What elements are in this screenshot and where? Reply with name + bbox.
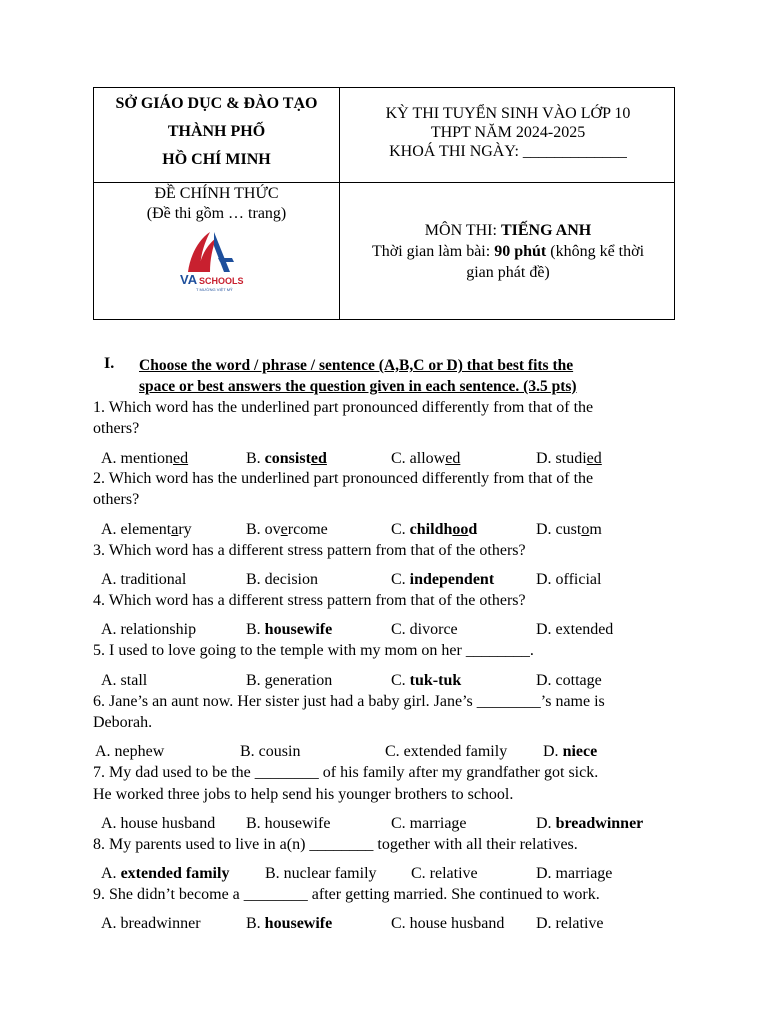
section-instructions-line-2: space or best answers the question given in each sentence. (3.5 pts) [139, 378, 577, 395]
question-8-text: 8. My parents used to live in a(n) ________ together with all their relatives. [93, 836, 578, 853]
exam-date: KHOÁ THI NGÀY: _____________ [389, 143, 627, 160]
q9-option-a: A. breadwinner [101, 915, 201, 932]
time-value: 90 phút [494, 243, 547, 260]
q6-option-d: D. niece [543, 743, 598, 760]
q8-option-a: A. extended family [101, 865, 230, 882]
svg-text:SCHOOLS: SCHOOLS [199, 276, 244, 286]
subject-label: MÔN THI: [424, 222, 501, 239]
q8-option-c: C. relative [411, 865, 478, 882]
q6-option-b: B. cousin [240, 743, 301, 760]
question-5-text: 5. I used to love going to the temple with my mom on her ________. [93, 642, 534, 659]
question-2-text-cont: others? [93, 491, 140, 508]
pages-note: (Đề thi gồm … trang) [146, 205, 287, 222]
q5-option-c: C. tuk-tuk [391, 672, 462, 689]
q3-option-c: C. independent [391, 571, 495, 588]
q4-option-a: A. relationship [101, 621, 197, 638]
time-note-line-2: gian phát đề) [466, 264, 550, 281]
q4-option-d: D. extended [536, 621, 614, 638]
q1-option-b: B. consisted [246, 450, 327, 467]
q4-option-b: B. housewife [246, 621, 333, 638]
q9-option-c: C. house husband [391, 915, 505, 932]
department-line-1: SỞ GIÁO DỤC & ĐÀO TẠO [115, 95, 318, 112]
time-label: Thời gian làm bài: [371, 243, 495, 260]
q6-option-c: C. extended family [385, 743, 508, 760]
q5-option-b: B. generation [246, 672, 333, 689]
subject-cell [340, 220, 676, 283]
exam-header-table [93, 87, 675, 320]
question-9-text: 9. She didn’t become a ________ after getting married. She continued to work. [93, 886, 600, 903]
q4-option-c: C. divorce [391, 621, 458, 638]
q3-option-d: D. official [536, 571, 602, 588]
q9-option-b: B. housewife [246, 915, 333, 932]
q1-option-d: D. studied [536, 450, 602, 467]
official-label: ĐỀ CHÍNH THỨC [154, 185, 279, 202]
question-2-text: 2. Which word has the underlined part pronounced differently from that of the [93, 470, 594, 487]
q9-option-d: D. relative [536, 915, 604, 932]
exam-info-cell [340, 104, 676, 161]
q7-option-d: D. breadwinner [536, 815, 644, 832]
question-7-text-cont: He worked three jobs to help send his younger brothers to school. [93, 786, 514, 803]
q2-option-a: A. elementary [101, 521, 192, 538]
exam-title: KỲ THI TUYỂN SINH VÀO LỚP 10 [385, 105, 631, 122]
q2-option-d: D. custom [536, 521, 602, 538]
department-line-3: HỒ CHÍ MINH [162, 151, 271, 168]
svg-text:T MƯỜNG VIỆT MỸ: T MƯỜNG VIỆT MỸ [196, 287, 233, 292]
svg-text:VA: VA [180, 272, 198, 287]
department-line-2: THÀNH PHỐ [167, 123, 266, 140]
q3-option-b: B. decision [246, 571, 318, 588]
subject-line [340, 220, 676, 241]
q7-option-a: A. house husband [101, 815, 216, 832]
q2-option-c: C. childhood [391, 521, 478, 538]
section-instructions [139, 355, 669, 397]
section-instructions-line-1: Choose the word / phrase / sentence (A,B,C or D) that best fits the [139, 357, 574, 374]
q1-option-a: A. mentioned [101, 450, 189, 467]
exam-year: THPT NĂM 2024-2025 [430, 124, 586, 141]
question-4-text: 4. Which word has a different stress pattern from that of the others? [93, 592, 526, 609]
vaschools-logo [180, 228, 252, 292]
question-3-text: 3. Which word has a different stress pattern from that of the others? [93, 542, 526, 559]
time-note: (không kể thời [546, 243, 645, 260]
time-line [340, 241, 676, 262]
question-6-text: 6. Jane’s an aunt now. Her sister just had a baby girl. Jane’s ________’s name is [93, 693, 605, 710]
official-cell [94, 184, 339, 224]
q7-option-b: B. housewife [246, 815, 331, 832]
q8-option-b: B. nuclear family [265, 865, 377, 882]
table-divider-horizontal [94, 182, 674, 183]
question-6-text-cont: Deborah. [93, 714, 153, 731]
subject-name: TIẾNG ANH [500, 222, 592, 239]
q2-option-b: B. overcome [246, 521, 328, 538]
q8-option-d: D. marriage [536, 865, 613, 882]
question-1-text: 1. Which word has the underlined part pronounced differently from that of the [93, 399, 594, 416]
q7-option-c: C. marriage [391, 815, 467, 832]
section-number: I. [104, 355, 115, 372]
question-7-text: 7. My dad used to be the ________ of his family after my grandfather got sick. [93, 764, 599, 781]
question-1-text-cont: others? [93, 420, 140, 437]
q5-option-a: A. stall [101, 672, 148, 689]
q6-option-a: A. nephew [95, 743, 165, 760]
q3-option-a: A. traditional [101, 571, 187, 588]
department-cell [94, 90, 339, 174]
q5-option-d: D. cottage [536, 672, 602, 689]
q1-option-c: C. allowed [391, 450, 461, 467]
